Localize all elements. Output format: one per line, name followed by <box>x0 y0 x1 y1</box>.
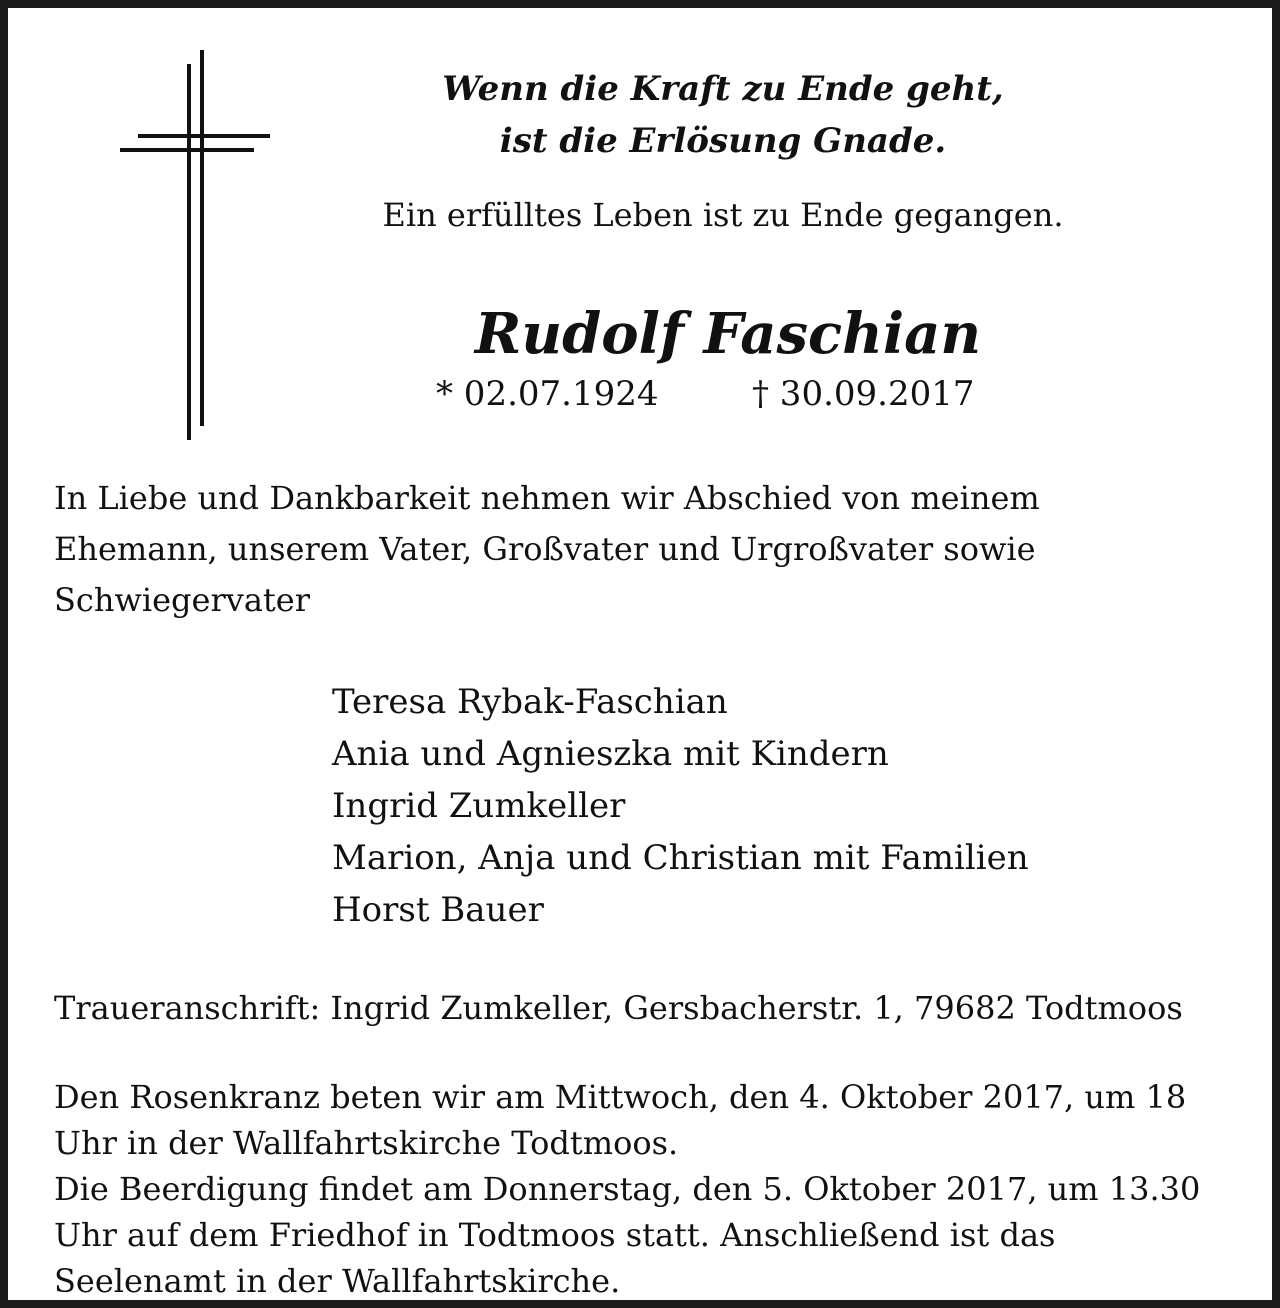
service-line: Uhr auf dem Friedhof in Todtmoos statt. Anschließend ist das <box>54 1216 1056 1254</box>
mourning-address: Traueranschrift: Ingrid Zumkeller, Gersbacherstr. 1, 79682 Todtmoos <box>54 989 1183 1027</box>
service-line: Uhr in der Wallfahrtskirche Todtmoos. <box>54 1124 679 1162</box>
motto-line-1: Wenn die Kraft zu Ende geht, <box>442 69 1004 109</box>
deceased-name: Rudolf Faschian <box>474 301 982 367</box>
service-line: Die Beerdigung findet am Donnerstag, den 5. Oktober 2017, um 13.30 <box>54 1170 1201 1208</box>
intro-line: In Liebe und Dankbarkeit nehmen wir Abschied von meinem <box>54 479 1040 517</box>
mourner-name: Teresa Rybak-Faschian <box>332 682 728 722</box>
mourner-name: Ania und Agnieszka mit Kindern <box>332 734 889 774</box>
mourners-list <box>332 676 1029 936</box>
intro-line: Ehemann, unserem Vater, Großvater und Urgroßvater sowie <box>54 530 1036 568</box>
mourner-name: Ingrid Zumkeller <box>332 786 626 826</box>
death-date: † 30.09.2017 <box>752 374 975 414</box>
subline: Ein erfülltes Leben ist zu Ende gegangen. <box>382 196 1064 234</box>
motto-line-2: ist die Erlösung Gnade. <box>499 121 947 161</box>
service-line: Den Rosenkranz beten wir am Mittwoch, den 4. Oktober 2017, um 18 <box>54 1078 1187 1116</box>
intro-line: Schwiegervater <box>54 581 310 619</box>
service-info <box>54 1074 1200 1304</box>
mourner-name: Marion, Anja und Christian mit Familien <box>332 838 1029 878</box>
latin-cross-icon <box>116 48 276 444</box>
birth-date: * 02.07.1924 <box>436 374 659 414</box>
mourner-name: Horst Bauer <box>332 890 544 930</box>
service-line: Seelenamt in der Wallfahrtskirche. <box>54 1262 621 1300</box>
